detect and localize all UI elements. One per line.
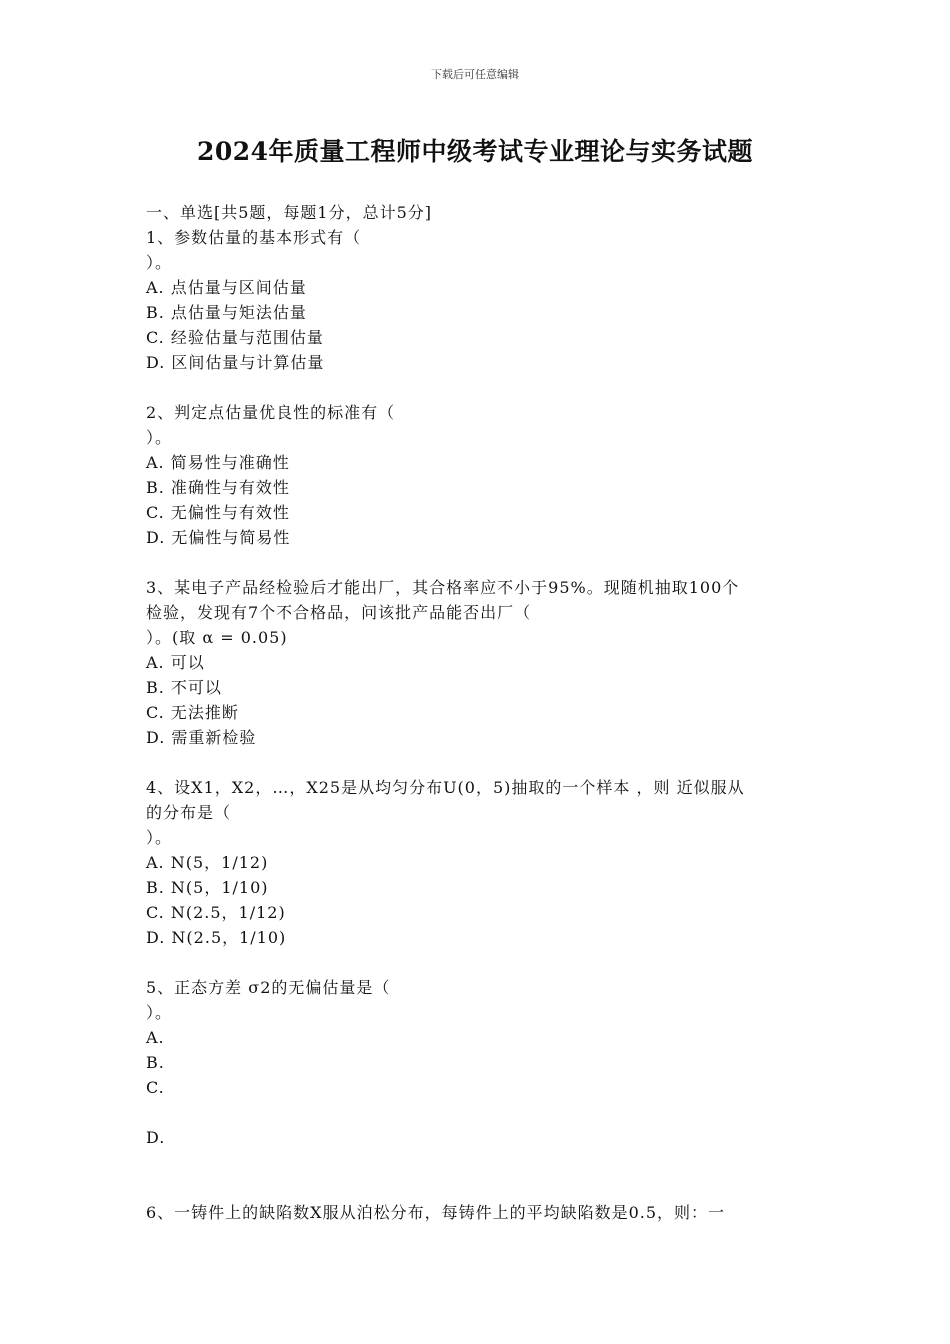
question-6 xyxy=(146,1200,806,1225)
option-c: C. xyxy=(146,1078,165,1097)
question-stem-line: ）。 xyxy=(146,828,173,847)
question-stem-line: ）。 xyxy=(146,1003,173,1022)
section-heading: 一、单选[共5题，每题1分，总计5分] xyxy=(146,203,433,222)
question-1 xyxy=(146,225,806,375)
question-stem-line: 1、参数估量的基本形式有（ xyxy=(146,228,362,247)
question-stem-line: 5、正态方差 σ2的无偏估量是（ xyxy=(146,978,391,997)
option-d: D. 无偏性与简易性 xyxy=(146,528,291,547)
question-3 xyxy=(146,575,806,750)
option-b: B. N(5，1/10) xyxy=(146,878,269,897)
option-b: B. xyxy=(146,1053,165,1072)
question-stem-line: 4、设X1，X2，…，X25是从均匀分布U(0，5)抽取的一个样本 ，则 近似服从 xyxy=(146,778,745,797)
option-d: D. 需重新检验 xyxy=(146,728,257,747)
question-stem-line: 检验，发现有7个不合格品，问该批产品能否出厂（ xyxy=(146,603,532,622)
option-d: D. xyxy=(146,1128,166,1147)
question-2 xyxy=(146,400,806,550)
option-a: A. 点估量与区间估量 xyxy=(146,278,307,297)
question-4 xyxy=(146,775,806,950)
question-stem-line: ）。 xyxy=(146,428,173,447)
question-stem-line: ）。(取 α = 0.05) xyxy=(146,628,288,647)
question-stem-line: 3、某电子产品经检验后才能出厂，其合格率应不小于95%。现随机抽取100个 xyxy=(146,578,740,597)
option-d: D. N(2.5，1/10) xyxy=(146,928,287,947)
option-c: C. N(2.5，1/12) xyxy=(146,903,286,922)
document-title: 2024年质量工程师中级考试专业理论与实务试题 xyxy=(196,137,754,166)
question-5 xyxy=(146,975,806,1150)
option-b: B. 不可以 xyxy=(146,678,222,697)
option-c: C. 无偏性与有效性 xyxy=(146,503,290,522)
option-b: B. 准确性与有效性 xyxy=(146,478,290,497)
option-c: C. 经验估量与范围估量 xyxy=(146,328,324,347)
question-stem-line: 2、判定点估量优良性的标准有（ xyxy=(146,403,396,422)
option-a: A. xyxy=(146,1028,165,1047)
question-list xyxy=(146,200,806,1225)
question-stem-line: 6、一铸件上的缺陷数X服从泊松分布，每铸件上的平均缺陷数是0.5，则：一 xyxy=(146,1203,726,1222)
option-a: A. 可以 xyxy=(146,653,205,672)
question-stem-line: ）。 xyxy=(146,253,173,272)
page-header-note: 下载后可任意编辑 xyxy=(431,68,519,81)
option-a: A. N(5，1/12) xyxy=(146,853,269,872)
option-b: B. 点估量与矩法估量 xyxy=(146,303,307,322)
option-a: A. 简易性与准确性 xyxy=(146,453,290,472)
option-c: C. 无法推断 xyxy=(146,703,239,722)
option-d: D. 区间估量与计算估量 xyxy=(146,353,325,372)
question-stem-line: 的分布是（ xyxy=(146,803,232,822)
